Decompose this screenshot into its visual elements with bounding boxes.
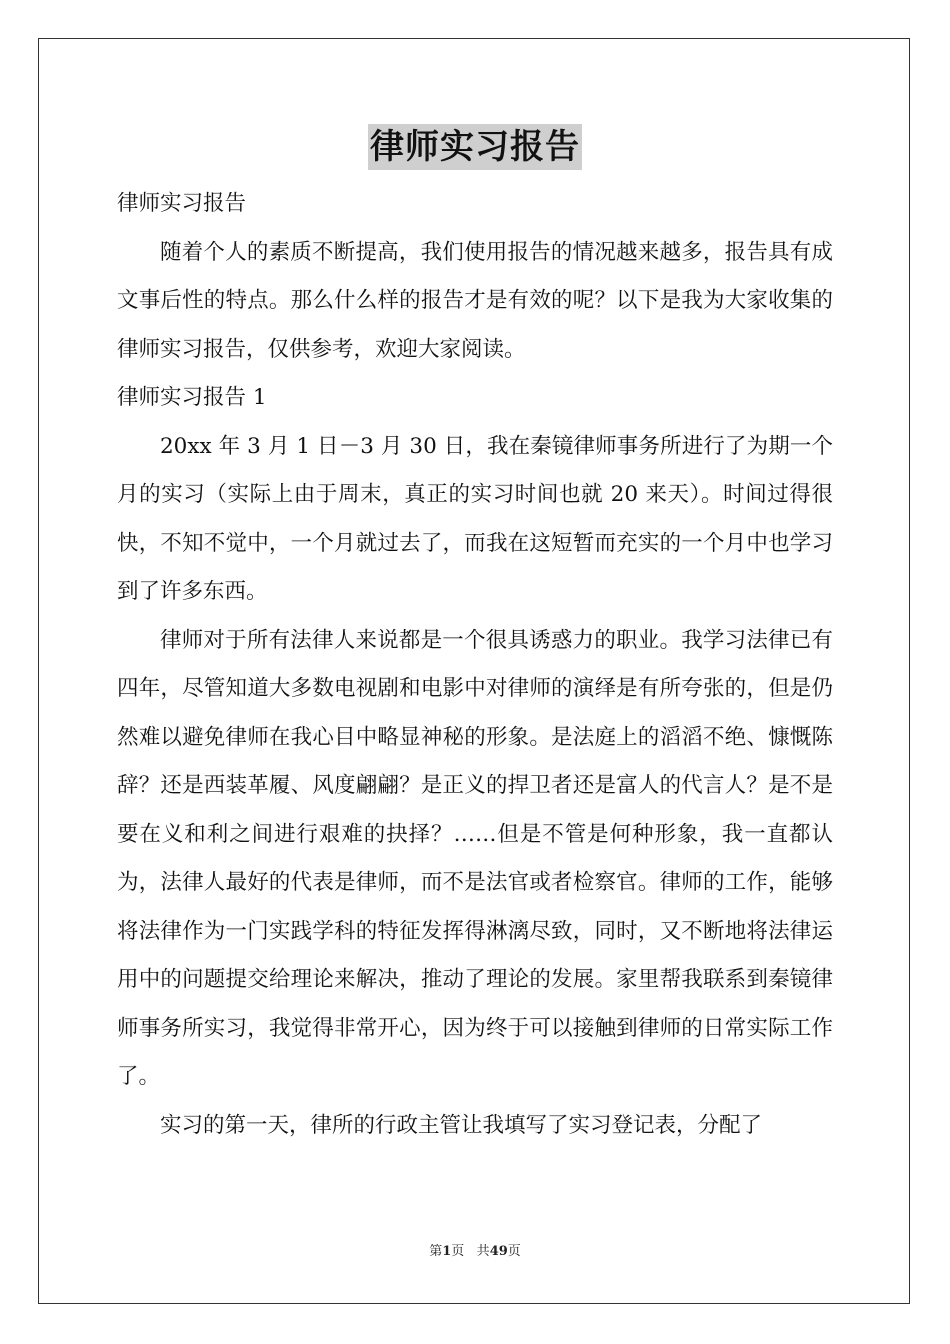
body-paragraph-2: 律师对于所有法律人来说都是一个很具诱惑力的职业。我学习法律已有四年，尽管知道大多数电视剧和电影中对律师的演绎是有所夸张的，但是仍然难以避免律师在我心目中略显神秘的形象。是法庭上的滔滔不绝、慷慨陈辞？还是西装革履、风度翩翩？是正义的捍卫者还是富人的代言人？是不是要在义和利之间进行艰难的抉择？……但是不管是何种形象，我一直都认为，法律人最好的代表是律师，而不是法官或者检察官。律师的工作，能够将法律作为一门实践学科的特征发挥得淋漓尽致，同时，又不断地将法律运用中的问题提交给理论来解决，推动了理论的发展。家里帮我联系到秦镜律师事务所实习，我觉得非常开心，因为终于可以接触到律师的日常实际工作了。 bbox=[117, 627, 833, 1089]
title-container bbox=[0, 124, 950, 170]
page-number: 1 bbox=[442, 1244, 452, 1259]
body-paragraph-3: 实习的第一天，律所的行政主管让我填写了实习登记表，分配了 bbox=[160, 1112, 763, 1138]
total-pages: 49 bbox=[489, 1244, 508, 1259]
page-footer bbox=[0, 1243, 950, 1261]
page-label-prefix: 第 bbox=[429, 1244, 443, 1259]
document-body bbox=[117, 180, 833, 1150]
document-subtitle: 律师实习报告 bbox=[117, 191, 247, 216]
total-suffix: 页 bbox=[507, 1244, 521, 1259]
page-label-suffix: 页 bbox=[451, 1244, 465, 1259]
intro-paragraph: 随着个人的素质不断提高，我们使用报告的情况越来越多，报告具有成文事后性的特点。那么什么样的报告才是有效的呢？以下是我为大家收集的律师实习报告，仅供参考，欢迎大家阅读。 bbox=[117, 239, 833, 362]
document-title: 律师实习报告 bbox=[368, 124, 582, 170]
total-prefix: 共 bbox=[476, 1244, 490, 1259]
section-heading: 律师实习报告 1 bbox=[117, 385, 267, 410]
body-paragraph-1: 20xx 年 3 月 1 日－3 月 30 日，我在秦镜律师事务所进行了为期一个月的实习（实际上由于周末，真正的实习时间也就 20 来天）。时间过得很快，不知不觉中，一个月就过去了，而我在这短暂而充实的一个月中也学习到了许多东西。 bbox=[117, 433, 833, 604]
